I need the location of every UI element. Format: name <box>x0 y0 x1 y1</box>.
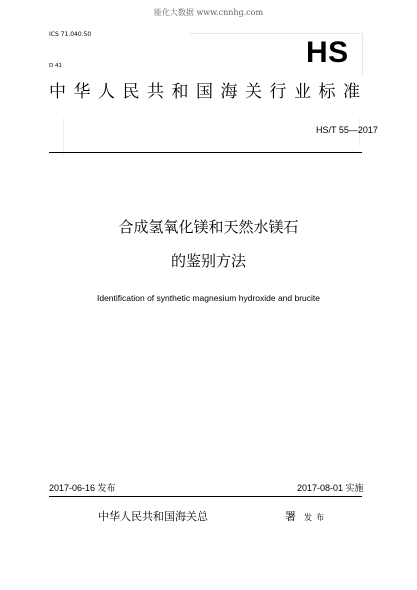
issuer-suffix <box>285 508 328 524</box>
issue-date: 2017-06-16 发布 <box>49 483 116 493</box>
classification-code: D 41 <box>49 63 62 69</box>
document-title-cn-line1: 合成氢氧化镁和天然水镁石 <box>118 218 299 236</box>
issuer-name: 中华人民共和国海关总 <box>98 510 208 523</box>
footer-divider <box>49 496 362 497</box>
document-title-en: Identification of synthetic magnesium hydroxide and brucite <box>96 293 320 303</box>
issuer-fabu: 发布 <box>304 512 328 522</box>
implementation-date: 2017-08-01 实施 <box>297 483 364 493</box>
header-divider <box>49 152 362 153</box>
standard-number: HS/T 55—2017 <box>316 125 378 135</box>
watermark-text: 能化大数据 www.cnnhg.com <box>153 8 264 17</box>
ics-code: ICS 71.040.50 <box>49 31 92 38</box>
faint-margin-line-left <box>63 118 64 156</box>
standard-title: 中华人民共和国海关行业标准 <box>49 82 368 102</box>
document-title-cn-line2: 的鉴别方法 <box>170 252 246 270</box>
issuer-shu: 署 <box>285 510 296 523</box>
hs-logo: HS <box>306 36 349 69</box>
